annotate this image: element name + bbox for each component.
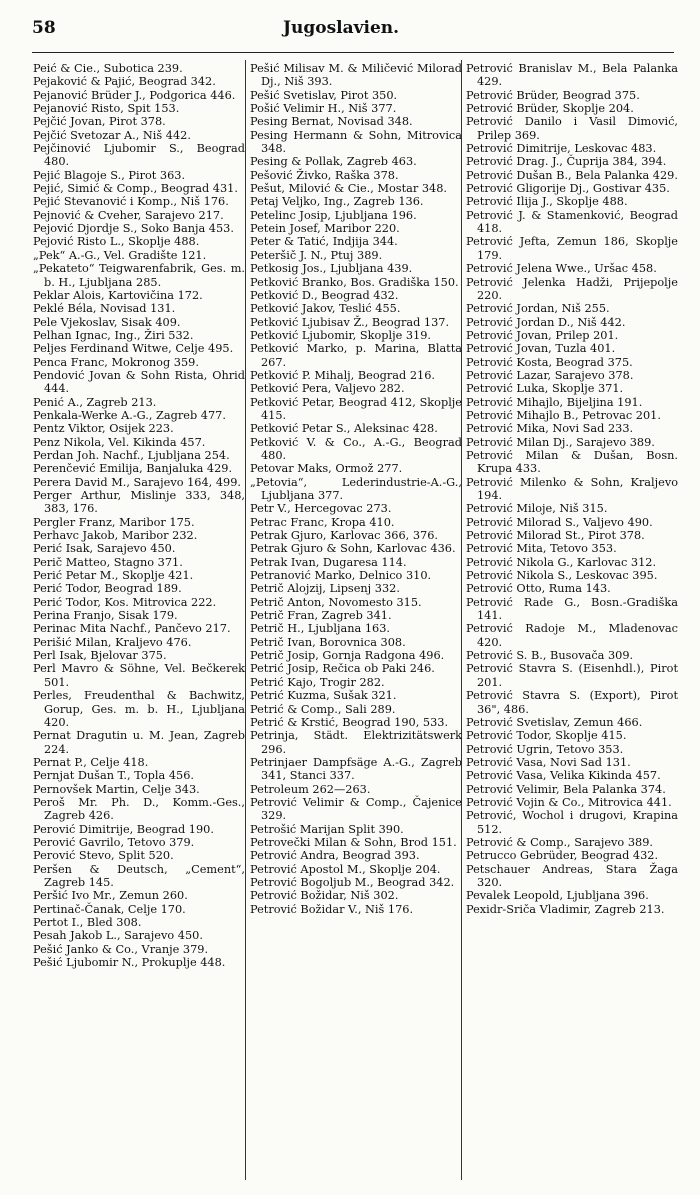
directory-entry: Petrović Brüder, Beograd 375. xyxy=(466,88,640,102)
directory-entry: Pešić Ljubomir N., Prokuplje 448. xyxy=(33,956,226,970)
directory-entry: Petković Marko, p. Marina, Blatta 267. xyxy=(250,342,462,369)
directory-entry: Peršen & Deutsch, „Cement“, Zagreb 145. xyxy=(33,862,245,889)
directory-entry: Petrović Vojin & Co., Mitrovica 441. xyxy=(466,795,672,809)
directory-column-left xyxy=(33,62,245,969)
directory-entry: Petković Branko, Bos. Gradiška 150. xyxy=(250,275,459,289)
directory-entry: Petschauer Andreas, Stara Žaga 320. xyxy=(466,862,678,889)
directory-entry: Petrović Svetislav, Zemun 466. xyxy=(466,715,643,729)
directory-entry: Petrović Ilija J., Skoplje 488. xyxy=(466,195,628,209)
directory-entry: Petrac Franc, Kropa 410. xyxy=(250,515,395,529)
directory-entry: Petrović Rade G., Bosn.-Gradiška 141. xyxy=(466,595,678,623)
directory-entry: Perina Franjo, Sisak 179. xyxy=(33,609,178,623)
directory-entry: Pejnović & Cveher, Sarajevo 217. xyxy=(33,208,224,222)
directory-entry: Pejčić Jovan, Pirot 378. xyxy=(33,115,166,129)
directory-entry: Peljes Ferdinand Witwe, Celje 495. xyxy=(33,342,234,356)
directory-entry: Petrović Apostol M., Skoplje 204. xyxy=(250,862,441,876)
directory-entry: Pele Vjekoslav, Sisak 409. xyxy=(33,315,181,329)
directory-entry: Petrović Milan Dj., Sarajevo 389. xyxy=(466,435,655,449)
directory-entry: Pesah Jakob L., Sarajevo 450. xyxy=(33,929,203,943)
directory-entry: Petrović Dušan B., Bela Palanka 429. xyxy=(466,168,678,182)
directory-entry: Perović Gavrilo, Tetovo 379. xyxy=(33,835,195,849)
page-header xyxy=(32,14,650,46)
directory-entry: Petrošić Marijan Split 390. xyxy=(250,822,404,836)
directory-entry: Peteršič J. N., Ptuj 389. xyxy=(250,248,383,262)
page-title: Jugoslavien. xyxy=(282,18,400,38)
directory-entry: Petković Petar S., Aleksinac 428. xyxy=(250,422,438,436)
directory-entry: Petrović Božidar, Niš 302. xyxy=(250,889,399,903)
directory-entry: Petelinc Josip, Ljubljana 196. xyxy=(250,208,417,222)
directory-entry: Perišić Milan, Kraljevo 476. xyxy=(33,635,192,649)
directory-entry: Petrović Gligorije Dj., Gostivar 435. xyxy=(466,182,670,196)
directory-entry: Pešić Milisav M. & Miličević Milorad Dj., Niš 393. xyxy=(250,62,462,89)
directory-entry: Petrović Ugrin, Tetovo 353. xyxy=(466,742,624,756)
directory-entry: Pejčić Svetozar A., Niš 442. xyxy=(33,128,191,142)
directory-entry: Petrović J. & Stamenković, Beograd 418. xyxy=(466,208,678,236)
directory-entry: Petein Josef, Maribor 220. xyxy=(250,222,400,236)
directory-entry: Petrović Stavra S. (Export), Pirot 36", 486. xyxy=(466,689,678,716)
directory-entry: Perić Todor, Kos. Mitrovica 222. xyxy=(33,595,217,609)
directory-entry: Petković P. Mihalj, Beograd 216. xyxy=(250,368,435,382)
directory-entry: Petković Ljubomir, Skoplje 319. xyxy=(250,328,432,342)
directory-entry: Petrinja, Städt. Elektrizitätswerk 296. xyxy=(250,729,462,756)
directory-entry: Perger Arthur, Mislinje 333, 348, 383, 176. xyxy=(33,489,245,516)
directory-entry: Petaj Veljko, Ing., Zagreb 136. xyxy=(250,195,424,209)
directory-entry: Pernat Dragutin u. M. Jean, Zagreb 224. xyxy=(33,729,245,756)
directory-entry: Petrović Andra, Beograd 393. xyxy=(250,849,420,863)
directory-entry: Petković Ljubisav Ž., Beograd 137. xyxy=(250,315,450,329)
directory-entry: Petrović Danilo i Vasil Dimović, Prilep 369. xyxy=(466,115,678,142)
directory-entry: Petovar Maks, Ormož 277. xyxy=(250,462,403,476)
directory-entry: Petr V., Hercegovac 273. xyxy=(250,502,392,516)
directory-entry: Pernat P., Celje 418. xyxy=(33,755,149,769)
directory-entry: Pešović Živko, Raška 378. xyxy=(250,168,399,182)
directory-entry: Peršić Ivo Mr., Zemun 260. xyxy=(33,889,188,903)
directory-entry: Peter & Tatić, Indjija 344. xyxy=(250,235,398,249)
directory-entry: Petrič Fran, Zagreb 341. xyxy=(250,609,392,623)
directory-entry: Petrović Mika, Novi Sad 233. xyxy=(466,422,634,436)
directory-entry: „Pek“ A.-G., Vel. Gradište 121. xyxy=(33,248,207,262)
directory-entry: Pertot I., Bled 308. xyxy=(33,916,142,929)
directory-entry: Pešut, Milović & Cie., Mostar 348. xyxy=(250,182,448,196)
directory-entry: Perera David M., Sarajevo 164, 499. xyxy=(33,475,242,489)
directory-entry: Petrič H., Ljubljana 163. xyxy=(250,622,390,636)
directory-entry: Petrović Milenko & Sohn, Kraljevo 194. xyxy=(466,475,678,502)
directory-entry: Petrović Luka, Skoplje 371. xyxy=(466,382,624,396)
directory-entry: Petković Petar, Beograd 412, Skoplje 415. xyxy=(250,395,462,422)
directory-entry: Petrič Anton, Novomesto 315. xyxy=(250,595,422,609)
directory-entry: „Petovia“, Lederindustrie-A.-G., Ljubljana 377. xyxy=(250,475,462,502)
directory-entry: Petrak Ivan, Dugaresa 114. xyxy=(250,555,407,569)
directory-column-middle xyxy=(250,62,462,916)
directory-entry: Petrović Jefta, Zemun 186, Skoplje 179. xyxy=(466,235,678,262)
directory-entry: Petrović Drag. J., Čuprija 384, 394. xyxy=(466,155,667,169)
directory-entry: Pesing Hermann & Sohn, Mitrovica 348. xyxy=(250,128,462,156)
directory-entry: Petrić Kuzma, Sušak 321. xyxy=(250,689,397,703)
directory-entry: Petrović Nikola G., Karlovac 312. xyxy=(466,555,657,569)
directory-entry: Petrić & Krstić, Beograd 190, 533. xyxy=(250,715,449,729)
directory-entry: Perdan Joh. Nachf., Ljubljana 254. xyxy=(33,448,230,462)
directory-entry: Petrović Velimir & Comp., Čajenice 329. xyxy=(250,795,462,823)
directory-entry: Peklé Béla, Novisad 131. xyxy=(33,302,176,316)
directory-entry: Penca Franc, Mokronog 359. xyxy=(33,355,199,369)
directory-entry: Pexidr-Sriča Vladimir, Zagreb 213. xyxy=(466,902,665,916)
directory-entry: Petrović Kosta, Beograd 375. xyxy=(466,355,633,369)
directory-entry: Pejanović Brüder J., Podgorica 446. xyxy=(33,88,236,102)
directory-entry: Perović Stevo, Split 520. xyxy=(33,849,174,863)
directory-entry: Petrović Milorad St., Pirot 378. xyxy=(466,529,645,543)
directory-entry: Petrović Jordan, Niš 255. xyxy=(466,302,610,316)
directory-entry: Petrić & Comp., Sali 289. xyxy=(250,702,396,716)
directory-entry: Pejić, Simić & Comp., Beograd 431. xyxy=(33,182,238,196)
directory-entry: „Pekateto“ Teigwarenfabrik, Ges. m. b. H., Ljubljana 285. xyxy=(33,262,245,289)
directory-entry: Petrović Milan & Dušan, Bosn. Krupa 433. xyxy=(466,448,678,476)
directory-entry: Petrović Lazar, Sarajevo 378. xyxy=(466,368,634,382)
directory-column-right xyxy=(466,62,678,916)
directory-entry: Petrović Milorad S., Valjevo 490. xyxy=(466,515,653,529)
directory-entry: Pejčinović Ljubomir S., Beograd 480. xyxy=(33,142,245,169)
directory-entry: Petrović Brüder, Skoplje 204. xyxy=(466,102,634,116)
directory-entry: Petrak Gjuro & Sohn, Karlovac 436. xyxy=(250,542,456,556)
directory-entry: Pernovšek Martin, Celje 343. xyxy=(33,782,200,796)
directory-entry: Pejaković & Pajić, Beograd 342. xyxy=(33,75,216,89)
directory-entry: Petrović Mita, Tetovo 353. xyxy=(466,542,617,556)
directory-entry: Petrović Todor, Skoplje 415. xyxy=(466,729,627,743)
directory-entry: Pejić Blagoje S., Pirot 363. xyxy=(33,168,186,182)
directory-entry: Petrovečki Milan & Sohn, Brod 151. xyxy=(250,835,457,849)
directory-entry: Petković V. & Co., A.-G., Beograd 480. xyxy=(250,435,462,462)
directory-entry: Petrović Branislav M., Bela Palanka 429. xyxy=(466,62,678,89)
directory-entry: Petrinjaer Dampfsäge A.-G., Zagreb 341, Stanci 337. xyxy=(250,755,462,783)
directory-entry: Pejović Risto L., Skoplje 488. xyxy=(33,235,200,249)
directory-entry: Petković Jakov, Teslić 455. xyxy=(250,302,401,316)
directory-entry: Petrić Kajo, Trogir 282. xyxy=(250,675,385,689)
directory-entry: Perović Dimitrije, Beograd 190. xyxy=(33,822,214,836)
directory-entry: Petrović Bogoljub M., Beograd 342. xyxy=(250,875,455,889)
directory-entry: Pesing Bernat, Novisad 348. xyxy=(250,115,413,129)
directory-entry: Petrović S. B., Busovača 309. xyxy=(466,649,634,663)
directory-entry: Petrović Mihajlo B., Petrovac 201. xyxy=(466,408,661,422)
directory-entry: Peklar Alois, Kartovičina 172. xyxy=(33,288,203,302)
directory-entry: Petković Pera, Valjevo 282. xyxy=(250,382,405,396)
directory-entry: Petroleum 262—263. xyxy=(250,782,371,796)
page-number: 58 xyxy=(32,18,56,38)
directory-entry: Petrović Jovan, Prilep 201. xyxy=(466,328,619,342)
directory-entry: Penkala-Werke A.-G., Zagreb 477. xyxy=(33,408,226,422)
column-divider xyxy=(245,60,246,1180)
directory-entry: Perles, Freudenthal & Bachwitz, Gorup, Ges. m. b. H., Ljubljana 420. xyxy=(33,689,245,729)
directory-entry: Perinac Mita Nachf., Pančevo 217. xyxy=(33,622,231,636)
directory-entry: Peić & Cie., Subotica 239. xyxy=(33,62,183,75)
directory-entry: Petrović Stavra S. (Eisenhdl.), Pirot 201. xyxy=(466,662,678,689)
directory-entry: Penz Nikola, Vel. Kikinda 457. xyxy=(33,435,206,449)
directory-entry: Pošić Velimir H., Niš 377. xyxy=(250,102,397,116)
directory-entry: Pešić Janko & Co., Vranje 379. xyxy=(33,942,209,956)
directory-entry: Perić Petar M., Skoplje 421. xyxy=(33,569,194,583)
directory-entry: Pelhan Ignac, Ing., Žiri 532. xyxy=(33,328,194,342)
directory-entry: Petrović Mihajlo, Bijeljina 191. xyxy=(466,395,643,409)
directory-entry: Perić Todor, Beograd 189. xyxy=(33,582,182,596)
directory-entry: Petrak Gjuro, Karlovac 366, 376. xyxy=(250,529,438,543)
directory-entry: Petrović Otto, Ruma 143. xyxy=(466,582,611,596)
directory-entry: Pejanović Risto, Spit 153. xyxy=(33,102,180,116)
directory-entry: Petrović Jovan, Tuzla 401. xyxy=(466,342,616,356)
directory-entry: Penić A., Zagreb 213. xyxy=(33,395,157,409)
directory-entry: Petrović Nikola S., Leskovac 395. xyxy=(466,569,658,583)
directory-entry: Petrič Alojzij, Lipsenj 332. xyxy=(250,582,400,596)
directory-entry: Petranović Marko, Delnico 310. xyxy=(250,569,432,583)
directory-entry: Pevalek Leopold, Ljubljana 396. xyxy=(466,889,649,903)
directory-entry: Petković D., Beograd 432. xyxy=(250,288,399,302)
directory-entry: Peroš Mr. Ph. D., Komm.-Ges., Zagreb 426. xyxy=(33,795,245,823)
directory-entry: Pejović Djordje S., Soko Banja 453. xyxy=(33,222,234,236)
directory-entry: Pešić Svetislav, Pirot 350. xyxy=(250,88,398,102)
directory-entry: Petrović Jordan D., Niš 442. xyxy=(466,315,626,329)
directory-entry: Petrović Miloje, Niš 315. xyxy=(466,502,608,516)
directory-entry: Petrović & Comp., Sarajevo 389. xyxy=(466,835,653,849)
directory-entry: Petrović Vasa, Novi Sad 131. xyxy=(466,755,631,769)
directory-entry: Pejić Stevanović i Komp., Niš 176. xyxy=(33,195,229,209)
directory-entry: Pernjat Dušan T., Topla 456. xyxy=(33,769,194,783)
directory-entry: Petrović Velimir, Bela Palanka 374. xyxy=(466,782,666,796)
directory-entry: Petrović Božidar V., Niš 176. xyxy=(250,902,414,916)
directory-entry: Petrović, Wochol i drugovi, Krapina 512. xyxy=(466,809,678,836)
directory-entry: Pendović Jovan & Sohn Rista, Ohrid 444. xyxy=(33,368,245,396)
directory-entry: Pergler Franz, Maribor 175. xyxy=(33,515,195,529)
directory-entry: Petrič Josip, Gornja Radgona 496. xyxy=(250,649,445,663)
directory-entry: Perl Mavro & Söhne, Vel. Bečkerek 501. xyxy=(33,662,245,689)
directory-entry: Petrović Jelena Wwe., Uršac 458. xyxy=(466,262,657,276)
directory-entry: Petrič Ivan, Borovnica 308. xyxy=(250,635,406,649)
directory-entry: Pentz Viktor, Osijek 223. xyxy=(33,422,174,436)
directory-entry: Perl Isak, Bjelovar 375. xyxy=(33,649,167,663)
directory-entry: Perić Isak, Sarajevo 450. xyxy=(33,542,176,556)
header-rule xyxy=(32,52,674,53)
directory-entry: Petrović Vasa, Velika Kikinda 457. xyxy=(466,769,661,783)
directory-entry: Perhavc Jakob, Maribor 232. xyxy=(33,529,198,543)
directory-entry: Perenčević Emilija, Banjaluka 429. xyxy=(33,462,233,476)
directory-entry: Petrović Jelenka Hadži, Prijepolje 220. xyxy=(466,275,678,302)
directory-entry: Petrucco Gebrüder, Beograd 432. xyxy=(466,849,659,863)
directory-entry: Pertinač-Čanak, Celje 170. xyxy=(33,902,186,916)
directory-entry: Petkosig Jos., Ljubljana 439. xyxy=(250,262,413,276)
directory-entry: Pesing & Pollak, Zagreb 463. xyxy=(250,155,417,169)
directory-entry: Petrović Dimitrije, Leskovac 483. xyxy=(466,142,657,156)
directory-entry: Perič Matteo, Stagno 371. xyxy=(33,555,183,569)
directory-entry: Petrić Josip, Rečica ob Paki 246. xyxy=(250,662,435,676)
directory-entry: Petrović Radoje M., Mladenovac 420. xyxy=(466,622,678,649)
